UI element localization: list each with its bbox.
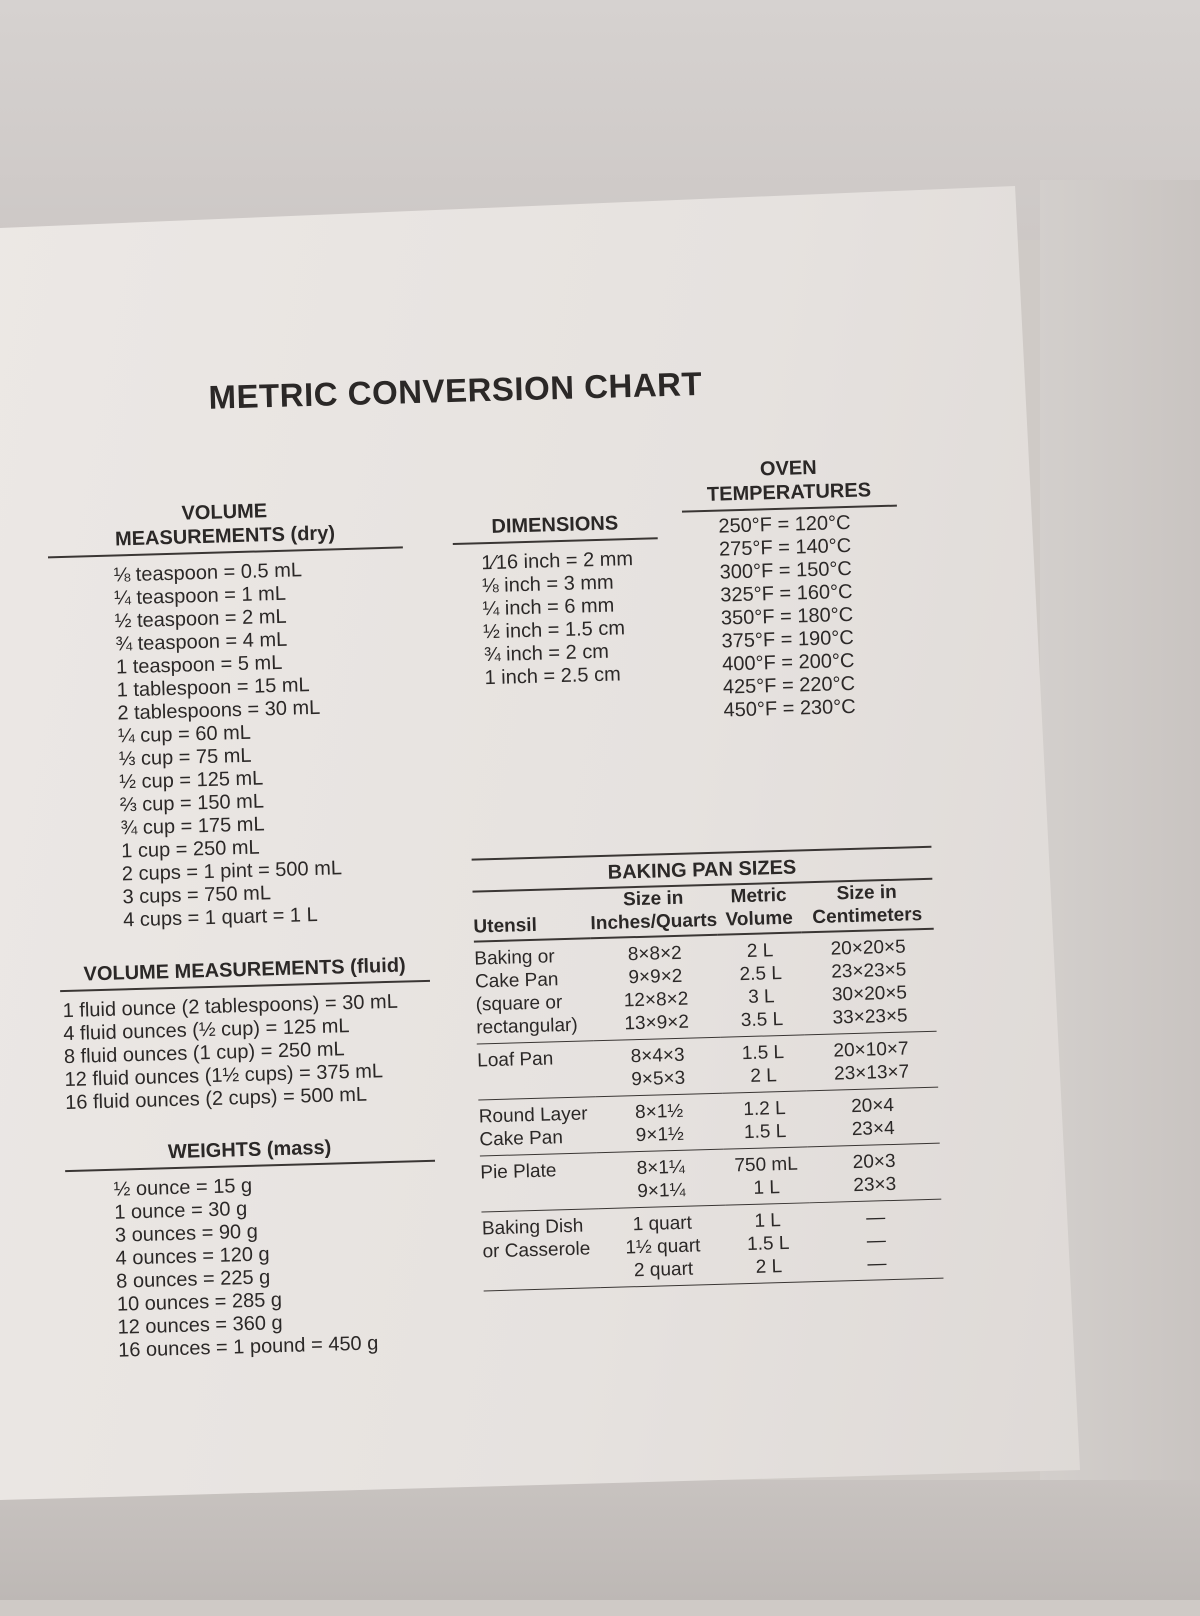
metric-volume-cell: 2 L — [746, 940, 774, 962]
list-item: ¾ inch = 2 cm — [483, 640, 610, 667]
utensil-cell: Baking or — [474, 946, 555, 970]
size-inches-cell: 2 quart — [600, 1257, 727, 1288]
volume-dry-list — [48, 556, 413, 934]
list-item: ⅓ cup = 75 mL — [118, 744, 252, 771]
utensil-cell: Cake Pan — [479, 1125, 597, 1156]
column-header-text: Centimeters — [812, 904, 923, 929]
size-cm-cell: 30×20×5 — [831, 982, 908, 1006]
list-item: 300°F = 150°C — [719, 557, 853, 584]
dimensions-heading: DIMENSIONS — [452, 510, 658, 545]
column-header-metric-volume — [716, 883, 801, 934]
list-item: 16 fluid ounces (2 cups) = 500 mL — [64, 1083, 368, 1115]
column-header-size-centimeters — [800, 880, 933, 933]
list-item: ⅛ inch = 3 mm — [481, 571, 614, 598]
utensil-cell: (square or — [475, 992, 563, 1016]
metric-volume-cell: 1.2 L — [743, 1097, 786, 1121]
metric-volume-cell: 2.5 L — [739, 962, 783, 986]
size-inches-cell: 9×1½ — [596, 1122, 723, 1153]
list-item: 250°F = 120°C — [718, 511, 851, 538]
list-item: 375°F = 190°C — [721, 626, 855, 653]
utensil-cell: Pie Plate — [480, 1160, 557, 1184]
list-item: ½ teaspoon = 2 mL — [114, 605, 287, 633]
metric-volume-cell: 3 L — [747, 986, 775, 1008]
list-item: 2 tablespoons = 30 mL — [117, 696, 321, 725]
oven-temperatures-section — [681, 454, 903, 724]
size-inches-cell: 8×4×3 — [630, 1044, 685, 1068]
list-item: ¼ cup = 60 mL — [117, 721, 252, 748]
size-cm-cell: 20×10×7 — [833, 1038, 909, 1062]
size-cm-cell: 23×3 — [808, 1172, 941, 1203]
size-cm-cell: 20×20×5 — [830, 936, 906, 960]
oven-heading-line-1: OVEN — [759, 456, 817, 481]
list-item: ¼ teaspoon = 1 mL — [113, 582, 287, 610]
column-header-text: Metric — [730, 884, 787, 908]
weights-section — [64, 1133, 440, 1364]
baking-pan-sizes-heading: BAKING PAN SIZES — [607, 856, 797, 884]
size-inches-cell: 1 quart — [632, 1212, 693, 1236]
metric-volume-cell: 750 mL — [734, 1153, 799, 1177]
size-inches-cell: 8×1½ — [634, 1100, 684, 1124]
list-item: ⅔ cup = 150 mL — [119, 790, 265, 817]
metric-volume-cell: 1 L — [754, 1210, 782, 1232]
utensil-cell: rectangular) — [476, 1013, 594, 1044]
list-item: 12 fluid ounces (1½ cups) = 375 mL — [64, 1060, 384, 1092]
list-item: 425°F = 220°C — [722, 672, 856, 699]
oven-heading-line-2: TEMPERATURES — [706, 479, 872, 506]
volume-dry-heading-line-1: VOLUME — [181, 500, 268, 525]
list-item: 275°F = 140°C — [718, 534, 852, 561]
list-item: ½ inch = 1.5 cm — [482, 617, 626, 644]
metric-volume-cell: 3.5 L — [720, 1007, 805, 1037]
list-item: ¼ inch = 6 mm — [482, 594, 615, 621]
utensil-cell — [483, 1260, 601, 1291]
weights-heading: WEIGHTS (mass) — [64, 1133, 435, 1172]
list-item: 4 fluid ounces (½ cup) = 125 mL — [63, 1015, 350, 1046]
size-cm-cell: — — [865, 1207, 886, 1229]
utensil-cell: Baking Dish — [481, 1215, 584, 1240]
volume-dry-heading-line-2: MEASUREMENTS (dry) — [114, 522, 336, 551]
list-item: ¾ teaspoon = 4 mL — [115, 628, 288, 656]
metric-volume-cell: 1.5 L — [746, 1232, 790, 1256]
metric-volume-cell: 1.5 L — [741, 1041, 785, 1065]
list-item: 16 ounces = 1 pound = 450 g — [117, 1332, 379, 1362]
metric-volume-cell: 2 L — [727, 1254, 812, 1284]
size-cm-cell: 23×23×5 — [831, 959, 907, 983]
size-cm-cell: 20×3 — [852, 1150, 896, 1174]
size-inches-cell: 8×8×2 — [627, 942, 682, 966]
size-inches-cell: 1½ quart — [625, 1235, 701, 1259]
volume-dry-section — [47, 495, 414, 934]
size-inches-cell: 9×5×3 — [595, 1066, 722, 1097]
list-item: ¾ cup = 175 mL — [120, 813, 265, 840]
list-item: 10 ounces = 285 g — [116, 1289, 283, 1316]
list-item: 350°F = 180°C — [720, 603, 854, 630]
list-item: 1 ounce = 30 g — [114, 1198, 248, 1224]
column-header-text: Volume — [725, 907, 794, 931]
volume-fluid-list — [60, 990, 433, 1115]
dimensions-list — [453, 547, 662, 691]
list-item: 2 cups = 1 pint = 500 mL — [121, 857, 343, 886]
list-item: 1 tablespoon = 15 mL — [116, 674, 310, 702]
list-item: 4 cups = 1 quart = 1 L — [122, 903, 318, 932]
utensil-cell: Loaf Pan — [476, 1048, 554, 1072]
column-header-size-inches — [590, 886, 718, 939]
column-header-utensil — [473, 889, 591, 941]
column-header-text: Utensil — [473, 914, 538, 938]
list-item: 1 teaspoon = 5 mL — [115, 651, 283, 679]
column-header-text: Size in — [622, 887, 684, 911]
list-item: 1 inch = 2.5 cm — [484, 663, 621, 690]
page-title: METRIC CONVERSION CHART — [208, 364, 703, 416]
list-item: 1 cup = 250 mL — [120, 836, 260, 863]
baking-pan-table — [473, 880, 944, 1292]
size-inches-cell: 13×9×2 — [593, 1010, 720, 1041]
list-item: ⅛ teaspoon = 0.5 mL — [113, 559, 303, 587]
weights-list — [65, 1170, 440, 1364]
list-item: ½ ounce = 15 g — [113, 1174, 253, 1201]
column-header-text: Size in — [836, 881, 898, 905]
list-item: 4 ounces = 120 g — [115, 1243, 270, 1270]
list-item: 1⁄16 inch = 2 mm — [481, 547, 634, 575]
size-cm-cell: 20×4 — [850, 1094, 895, 1118]
size-cm-cell: 33×23×5 — [804, 1004, 937, 1035]
volume-dry-heading — [47, 495, 403, 558]
metric-volume-cell: 1.5 L — [723, 1119, 808, 1149]
utensil-cell: or Casserole — [482, 1238, 591, 1263]
size-inches-cell: 9×1¼ — [598, 1178, 725, 1209]
size-inches-cell: 12×8×2 — [623, 988, 689, 1012]
utensil-cell: Round Layer — [478, 1103, 588, 1128]
baking-pan-sizes-section — [472, 846, 944, 1292]
list-item: 450°F = 230°C — [723, 695, 856, 722]
size-inches-cell: 8×1¼ — [636, 1156, 686, 1180]
list-item: 325°F = 160°C — [720, 580, 853, 607]
metric-volume-cell: 1 L — [724, 1175, 809, 1205]
list-item: 1 fluid ounce (2 tablespoons) = 30 mL — [62, 990, 399, 1023]
volume-fluid-section — [59, 953, 433, 1115]
utensil-cell — [478, 1069, 596, 1100]
list-item: ½ cup = 125 mL — [119, 767, 264, 794]
oven-temperatures-heading — [681, 454, 897, 513]
size-cm-cell: 23×13×7 — [805, 1060, 938, 1091]
size-cm-cell: 23×4 — [807, 1116, 940, 1147]
volume-fluid-heading: VOLUME MEASUREMENTS (fluid) — [59, 953, 430, 992]
list-item: 3 cups = 750 mL — [122, 882, 272, 909]
utensil-cell — [481, 1181, 599, 1212]
list-item: 8 fluid ounces (1 cup) = 250 mL — [63, 1038, 345, 1069]
size-cm-cell: — — [811, 1251, 944, 1282]
list-item: 400°F = 200°C — [721, 649, 855, 676]
list-item: 8 ounces = 225 g — [115, 1266, 271, 1293]
metric-volume-cell: 2 L — [721, 1063, 806, 1093]
column-header-text: Inches/Quarts — [590, 909, 718, 935]
dimensions-section — [452, 510, 662, 691]
list-item: 12 ounces = 360 g — [117, 1312, 283, 1339]
utensil-cell: Cake Pan — [474, 969, 559, 993]
oven-temperatures-list — [682, 511, 903, 724]
size-inches-cell: 9×9×2 — [628, 965, 683, 989]
list-item: 3 ounces = 90 g — [114, 1220, 259, 1247]
size-cm-cell: — — [866, 1230, 887, 1252]
